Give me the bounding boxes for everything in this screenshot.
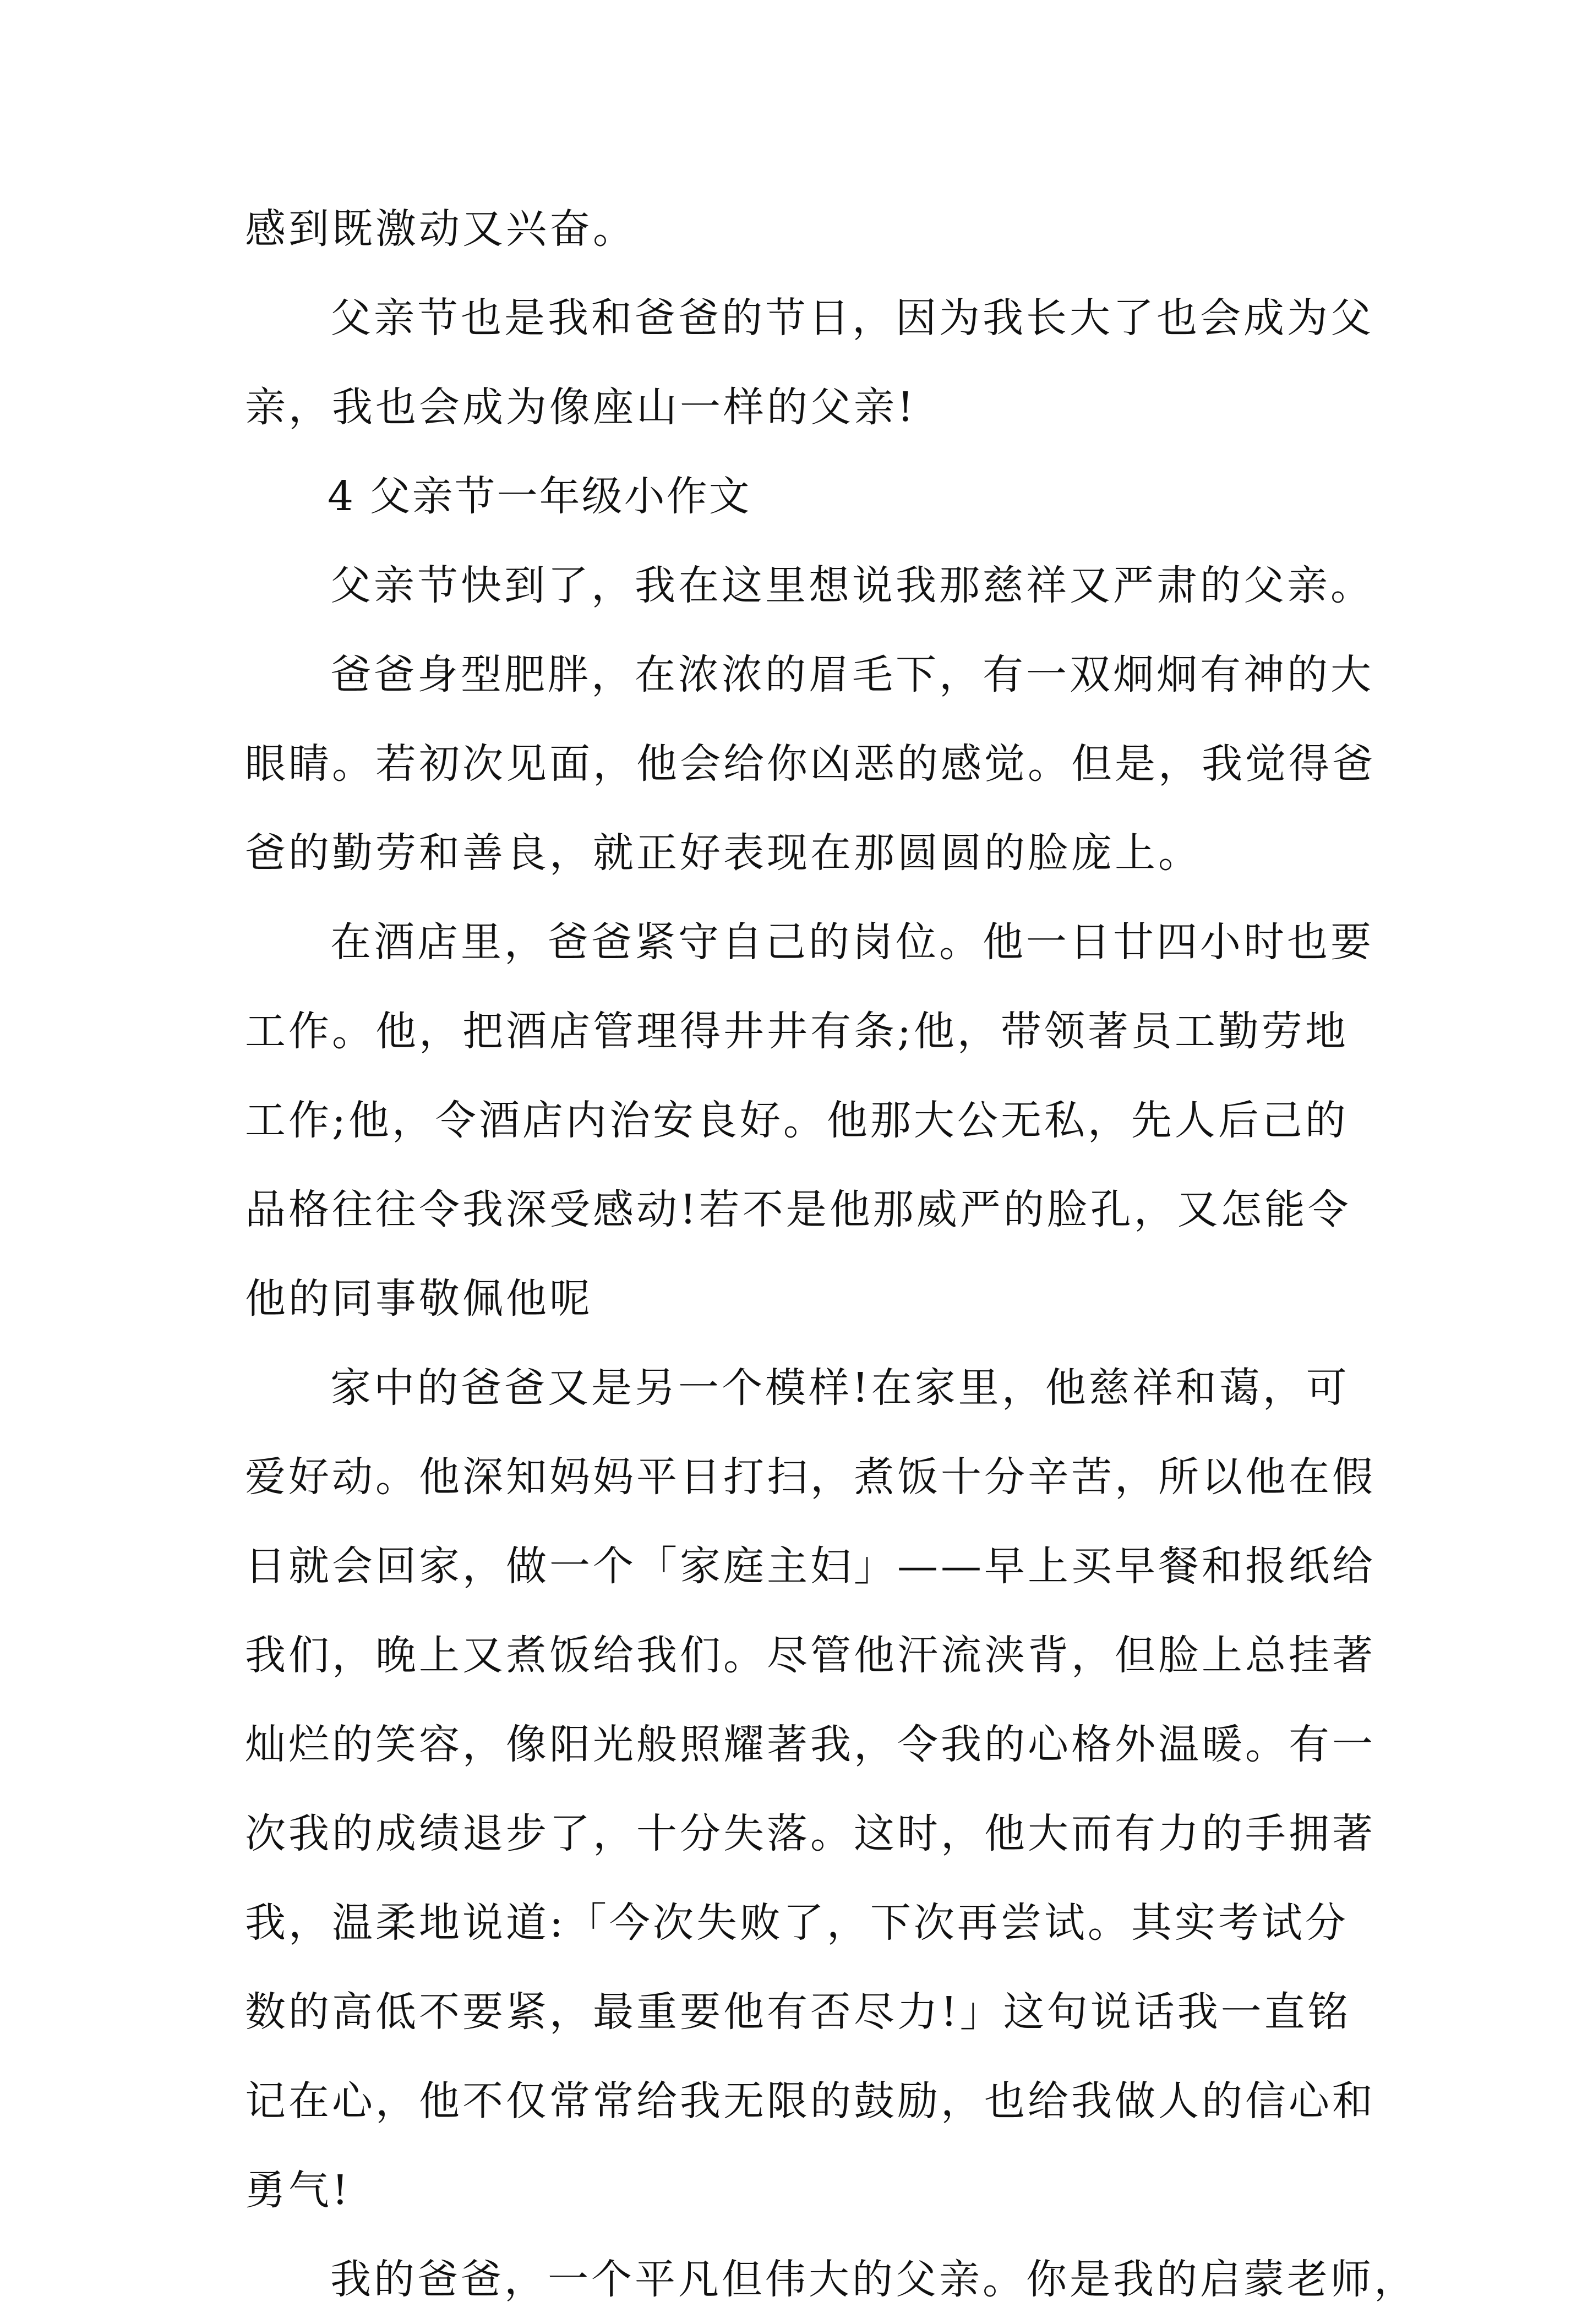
text-line: 数的高低不要紧，最重要他有否尽力!」这句说话我一直铭 (245, 1988, 1351, 2036)
text-line: 爱好动。他深知妈妈平日打扫，煮饭十分辛苦，所以他在假 (245, 1453, 1376, 1501)
text-line: 他的同事敬佩他呢 (245, 1275, 593, 1322)
text-line: 爸的勤劳和善良，就正好表现在那圆圆的脸庞上。 (245, 829, 1202, 877)
text-line: 品格往往令我深受感动!若不是他那威严的脸孔，又怎能令 (245, 1186, 1351, 1233)
paragraph-start-line: 在酒店里，爸爸紧守自己的岗位。他一日廿四小时也要 (330, 918, 1374, 966)
text-line: 记在心，他不仅常常给我无限的鼓励，也给我做人的信心和 (245, 2077, 1376, 2125)
text-line: 工作;他，令酒店内治安良好。他那大公无私，先人后己的 (245, 1097, 1349, 1144)
paragraph-start-line: 我的爸爸，一个平凡但伟大的父亲。你是我的启蒙老师， (330, 2256, 1417, 2303)
section-heading: 4 父亲节一年级小作文 (328, 473, 751, 520)
paragraph-start-line: 家中的爸爸又是另一个模样!在家里，他慈祥和蔼，可 (330, 1364, 1350, 1412)
text-line: 勇气! (245, 2167, 351, 2214)
essay-body (245, 184, 1417, 2324)
text-line: 灿烂的笑容，像阳光般照耀著我，令我的心格外温暖。有一 (245, 1721, 1376, 1768)
text-line: 工作。他，把酒店管理得井井有条;他，带领著员工勤劳地 (245, 1008, 1349, 1055)
text-line: 我们，晚上又煮饭给我们。尽管他汗流浃背，但脸上总挂著 (245, 1632, 1376, 1679)
text-line: 感到既激动又兴奋。 (245, 205, 636, 253)
text-line: 亲，我也会成为像座山一样的父亲! (245, 384, 916, 431)
text-line: 我，温柔地说道:「今次失败了，下次再尝试。其实考试分 (245, 1899, 1349, 1946)
text-line: 日就会回家，做一个「家庭主妇」——早上买早餐和报纸给 (245, 1543, 1376, 1590)
paragraph-start-line: 父亲节也是我和爸爸的节日，因为我长大了也会成为父 (330, 294, 1374, 342)
paragraph-start-line: 爸爸身型肥胖，在浓浓的眉毛下，有一双炯炯有神的大 (330, 651, 1374, 698)
text-line: 次我的成绩退步了，十分失落。这时，他大而有力的手拥著 (245, 1810, 1376, 1857)
paragraph-start-line: 父亲节快到了，我在这里想说我那慈祥又严肃的父亲。 (330, 562, 1374, 609)
text-line: 眼睛。若初次见面，他会给你凶恶的感觉。但是，我觉得爸 (245, 740, 1376, 788)
